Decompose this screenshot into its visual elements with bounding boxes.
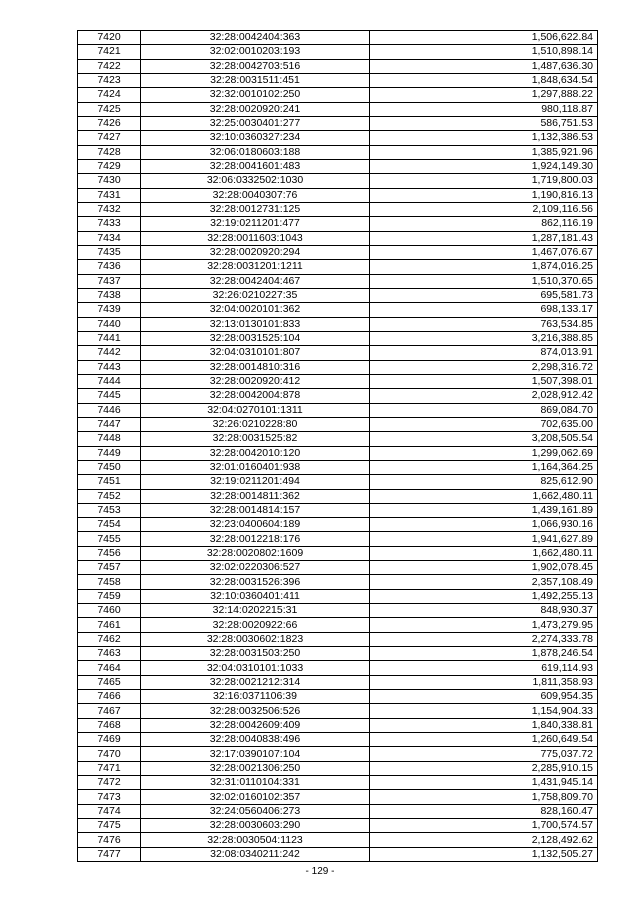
row-number-cell: 7426 [78, 116, 141, 130]
value-cell: 1,878,246.54 [370, 647, 598, 661]
value-cell: 869,084.70 [370, 403, 598, 417]
cadastral-number-cell: 32:28:0031525:82 [141, 432, 370, 446]
value-cell: 695,581.73 [370, 288, 598, 302]
row-number-cell: 7460 [78, 604, 141, 618]
value-cell: 2,298,316.72 [370, 360, 598, 374]
row-number-cell: 7436 [78, 260, 141, 274]
value-cell: 609,954.35 [370, 690, 598, 704]
row-number-cell: 7474 [78, 804, 141, 818]
row-number-cell: 7477 [78, 847, 141, 861]
cadastral-number-cell: 32:28:0041601:483 [141, 159, 370, 173]
cadastral-number-cell: 32:28:0031201:1211 [141, 260, 370, 274]
row-number-cell: 7447 [78, 417, 141, 431]
table-body [78, 31, 598, 862]
value-cell: 980,118.87 [370, 102, 598, 116]
cadastral-number-cell: 32:28:0042609:409 [141, 718, 370, 732]
row-number-cell: 7464 [78, 661, 141, 675]
value-cell: 763,534.85 [370, 317, 598, 331]
row-number-cell: 7468 [78, 718, 141, 732]
table-row [78, 460, 598, 474]
row-number-cell: 7429 [78, 159, 141, 173]
cadastral-number-cell: 32:01:0160401:938 [141, 460, 370, 474]
row-number-cell: 7435 [78, 245, 141, 259]
row-number-cell: 7442 [78, 346, 141, 360]
row-number-cell: 7445 [78, 389, 141, 403]
value-cell: 1,758,809.70 [370, 790, 598, 804]
table-row [78, 260, 598, 274]
value-cell: 1,719,800.03 [370, 174, 598, 188]
value-cell: 1,700,574.57 [370, 819, 598, 833]
cadastral-number-cell: 32:28:0042703:516 [141, 59, 370, 73]
row-number-cell: 7433 [78, 217, 141, 231]
table-row [78, 761, 598, 775]
cadastral-number-cell: 32:17:0390107:104 [141, 747, 370, 761]
cadastral-number-cell: 32:28:0030602:1823 [141, 632, 370, 646]
table-row [78, 346, 598, 360]
table-row [78, 532, 598, 546]
value-cell: 3,216,388.85 [370, 331, 598, 345]
row-number-cell: 7437 [78, 274, 141, 288]
value-cell: 1,510,898.14 [370, 45, 598, 59]
row-number-cell: 7420 [78, 31, 141, 45]
value-cell: 825,612.90 [370, 475, 598, 489]
row-number-cell: 7469 [78, 733, 141, 747]
table-row [78, 718, 598, 732]
cadastral-number-cell: 32:28:0030504:1123 [141, 833, 370, 847]
cadastral-number-cell: 32:02:0010203:193 [141, 45, 370, 59]
table-row [78, 174, 598, 188]
row-number-cell: 7455 [78, 532, 141, 546]
row-number-cell: 7434 [78, 231, 141, 245]
row-number-cell: 7462 [78, 632, 141, 646]
table-row [78, 432, 598, 446]
cadastral-number-cell: 32:28:0032506:526 [141, 704, 370, 718]
value-cell: 1,385,921.96 [370, 145, 598, 159]
table-row [78, 231, 598, 245]
row-number-cell: 7431 [78, 188, 141, 202]
row-number-cell: 7423 [78, 73, 141, 87]
value-cell: 1,297,888.22 [370, 88, 598, 102]
table-row [78, 503, 598, 517]
value-cell: 1,154,904.33 [370, 704, 598, 718]
value-cell: 1,066,930.16 [370, 518, 598, 532]
table-row [78, 747, 598, 761]
row-number-cell: 7430 [78, 174, 141, 188]
value-cell: 1,190,816.13 [370, 188, 598, 202]
row-number-cell: 7450 [78, 460, 141, 474]
row-number-cell: 7441 [78, 331, 141, 345]
cadastral-number-cell: 32:23:0400604:189 [141, 518, 370, 532]
table-row [78, 131, 598, 145]
cadastral-number-cell: 32:28:0014810:316 [141, 360, 370, 374]
cadastral-number-cell: 32:04:0020101:362 [141, 303, 370, 317]
value-cell: 1,506,622.84 [370, 31, 598, 45]
value-cell: 1,473,279.95 [370, 618, 598, 632]
value-cell: 2,028,912.42 [370, 389, 598, 403]
value-cell: 1,507,398.01 [370, 374, 598, 388]
value-cell: 775,037.72 [370, 747, 598, 761]
table-row [78, 804, 598, 818]
table-row [78, 217, 598, 231]
value-cell: 619,114.93 [370, 661, 598, 675]
row-number-cell: 7425 [78, 102, 141, 116]
row-number-cell: 7456 [78, 546, 141, 560]
cadastral-number-cell: 32:26:0210228:80 [141, 417, 370, 431]
cadastral-number-cell: 32:28:0014814:157 [141, 503, 370, 517]
cadastral-number-cell: 32:28:0021212:314 [141, 675, 370, 689]
row-number-cell: 7452 [78, 489, 141, 503]
cadastral-number-cell: 32:13:0130101:833 [141, 317, 370, 331]
cadastral-number-cell: 32:04:0270101:1311 [141, 403, 370, 417]
value-cell: 698,133.17 [370, 303, 598, 317]
cadastral-number-cell: 32:28:0011603:1043 [141, 231, 370, 245]
table-row [78, 159, 598, 173]
table-row [78, 360, 598, 374]
row-number-cell: 7444 [78, 374, 141, 388]
cadastral-number-cell: 32:28:0020802:1609 [141, 546, 370, 560]
value-cell: 1,487,636.30 [370, 59, 598, 73]
row-number-cell: 7424 [78, 88, 141, 102]
cadastral-number-cell: 32:16:0371106:39 [141, 690, 370, 704]
cadastral-number-cell: 32:26:0210227:35 [141, 288, 370, 302]
value-cell: 702,635.00 [370, 417, 598, 431]
row-number-cell: 7439 [78, 303, 141, 317]
row-number-cell: 7428 [78, 145, 141, 159]
table-row [78, 102, 598, 116]
row-number-cell: 7465 [78, 675, 141, 689]
cadastral-number-cell: 32:28:0031503:250 [141, 647, 370, 661]
row-number-cell: 7461 [78, 618, 141, 632]
cadastral-number-cell: 32:04:0310101:1033 [141, 661, 370, 675]
value-cell: 1,467,076.67 [370, 245, 598, 259]
value-cell: 1,287,181.43 [370, 231, 598, 245]
value-cell: 2,285,910.15 [370, 761, 598, 775]
table-row [78, 690, 598, 704]
value-cell: 2,128,492.62 [370, 833, 598, 847]
cadastral-number-cell: 32:10:0360401:411 [141, 589, 370, 603]
row-number-cell: 7427 [78, 131, 141, 145]
table-row [78, 675, 598, 689]
cadastral-number-cell: 32:28:0040838:496 [141, 733, 370, 747]
row-number-cell: 7448 [78, 432, 141, 446]
table-row [78, 288, 598, 302]
cadastral-number-cell: 32:28:0012218:176 [141, 532, 370, 546]
cadastral-number-cell: 32:28:0014811:362 [141, 489, 370, 503]
row-number-cell: 7475 [78, 819, 141, 833]
table-row [78, 475, 598, 489]
table-row [78, 274, 598, 288]
table-row [78, 59, 598, 73]
table-row [78, 88, 598, 102]
cadastral-number-cell: 32:24:0560406:273 [141, 804, 370, 818]
table-row [78, 647, 598, 661]
cadastral-number-cell: 32:28:0030603:290 [141, 819, 370, 833]
row-number-cell: 7421 [78, 45, 141, 59]
page-number: - 129 - [305, 866, 335, 877]
value-cell: 828,160.47 [370, 804, 598, 818]
value-cell: 862,116.19 [370, 217, 598, 231]
row-number-cell: 7446 [78, 403, 141, 417]
cadastral-number-cell: 32:28:0021306:250 [141, 761, 370, 775]
cadastral-number-cell: 32:06:0180603:188 [141, 145, 370, 159]
row-number-cell: 7438 [78, 288, 141, 302]
row-number-cell: 7457 [78, 561, 141, 575]
cadastral-number-cell: 32:28:0012731:125 [141, 202, 370, 216]
cadastral-number-cell: 32:28:0020922:66 [141, 618, 370, 632]
row-number-cell: 7432 [78, 202, 141, 216]
value-cell: 1,840,338.81 [370, 718, 598, 732]
table-row [78, 546, 598, 560]
row-number-cell: 7458 [78, 575, 141, 589]
value-cell: 1,662,480.11 [370, 546, 598, 560]
cadastral-number-cell: 32:25:0030401:277 [141, 116, 370, 130]
table-row [78, 819, 598, 833]
value-cell: 1,164,364.25 [370, 460, 598, 474]
table-row [78, 618, 598, 632]
table-row [78, 31, 598, 45]
cadastral-number-cell: 32:19:0211201:477 [141, 217, 370, 231]
row-number-cell: 7466 [78, 690, 141, 704]
table-row [78, 389, 598, 403]
table-row [78, 704, 598, 718]
value-cell: 1,874,016.25 [370, 260, 598, 274]
row-number-cell: 7459 [78, 589, 141, 603]
table-row [78, 604, 598, 618]
cadastral-number-cell: 32:28:0031526:396 [141, 575, 370, 589]
cadastral-number-cell: 32:28:0020920:294 [141, 245, 370, 259]
table-row [78, 202, 598, 216]
value-cell: 1,132,505.27 [370, 847, 598, 861]
value-cell: 1,924,149.30 [370, 159, 598, 173]
value-cell: 848,930.37 [370, 604, 598, 618]
value-cell: 1,662,480.11 [370, 489, 598, 503]
table-row [78, 847, 598, 861]
value-cell: 1,299,062.69 [370, 446, 598, 460]
value-cell: 1,132,386.53 [370, 131, 598, 145]
value-cell: 2,357,108.49 [370, 575, 598, 589]
table-row [78, 589, 598, 603]
row-number-cell: 7443 [78, 360, 141, 374]
cadastral-number-cell: 32:28:0042010:120 [141, 446, 370, 460]
row-number-cell: 7467 [78, 704, 141, 718]
row-number-cell: 7476 [78, 833, 141, 847]
row-number-cell: 7463 [78, 647, 141, 661]
table-row [78, 303, 598, 317]
value-cell: 1,941,627.89 [370, 532, 598, 546]
cadastral-number-cell: 32:32:0010102:250 [141, 88, 370, 102]
cadastral-number-cell: 32:28:0042404:467 [141, 274, 370, 288]
cadastral-value-table [77, 30, 598, 862]
table-row [78, 317, 598, 331]
row-number-cell: 7451 [78, 475, 141, 489]
cadastral-number-cell: 32:28:0042404:363 [141, 31, 370, 45]
value-cell: 2,109,116.56 [370, 202, 598, 216]
row-number-cell: 7472 [78, 776, 141, 790]
table-row [78, 403, 598, 417]
table-row [78, 833, 598, 847]
cadastral-number-cell: 32:19:0211201:494 [141, 475, 370, 489]
row-number-cell: 7470 [78, 747, 141, 761]
value-cell: 1,848,634.54 [370, 73, 598, 87]
cadastral-number-cell: 32:14:0202215:31 [141, 604, 370, 618]
value-cell: 1,510,370.65 [370, 274, 598, 288]
value-cell: 1,811,358.93 [370, 675, 598, 689]
row-number-cell: 7422 [78, 59, 141, 73]
row-number-cell: 7471 [78, 761, 141, 775]
cadastral-number-cell: 32:28:0031525:104 [141, 331, 370, 345]
cadastral-number-cell: 32:10:0360327:234 [141, 131, 370, 145]
table-row [78, 73, 598, 87]
value-cell: 1,260,649.54 [370, 733, 598, 747]
row-number-cell: 7454 [78, 518, 141, 532]
table-row [78, 632, 598, 646]
table-row [78, 561, 598, 575]
cadastral-number-cell: 32:31:0110104:331 [141, 776, 370, 790]
table-row [78, 145, 598, 159]
table-row [78, 489, 598, 503]
table-row [78, 661, 598, 675]
table-row [78, 331, 598, 345]
table-row [78, 188, 598, 202]
value-cell: 586,751.53 [370, 116, 598, 130]
table-row [78, 245, 598, 259]
row-number-cell: 7440 [78, 317, 141, 331]
cadastral-number-cell: 32:28:0020920:241 [141, 102, 370, 116]
value-cell: 2,274,333.78 [370, 632, 598, 646]
value-cell: 1,439,161.89 [370, 503, 598, 517]
value-cell: 874,013.91 [370, 346, 598, 360]
cadastral-number-cell: 32:28:0040307:76 [141, 188, 370, 202]
cadastral-number-cell: 32:02:0160102:357 [141, 790, 370, 804]
table-row [78, 116, 598, 130]
cadastral-number-cell: 32:28:0020920:412 [141, 374, 370, 388]
cadastral-number-cell: 32:06:0332502:1030 [141, 174, 370, 188]
row-number-cell: 7449 [78, 446, 141, 460]
row-number-cell: 7453 [78, 503, 141, 517]
table-row [78, 45, 598, 59]
cadastral-number-cell: 32:02:0220306:527 [141, 561, 370, 575]
table-row [78, 776, 598, 790]
table-row [78, 446, 598, 460]
value-cell: 1,431,945.14 [370, 776, 598, 790]
value-cell: 1,492,255.13 [370, 589, 598, 603]
cadastral-number-cell: 32:28:0042004:878 [141, 389, 370, 403]
cadastral-number-cell: 32:28:0031511:451 [141, 73, 370, 87]
cadastral-number-cell: 32:04:0310101:807 [141, 346, 370, 360]
table-row [78, 417, 598, 431]
table-row [78, 518, 598, 532]
value-cell: 3,208,505.54 [370, 432, 598, 446]
value-cell: 1,902,078.45 [370, 561, 598, 575]
row-number-cell: 7473 [78, 790, 141, 804]
cadastral-number-cell: 32:08:0340211:242 [141, 847, 370, 861]
table-row [78, 733, 598, 747]
table-row [78, 575, 598, 589]
table-row [78, 790, 598, 804]
table-row [78, 374, 598, 388]
